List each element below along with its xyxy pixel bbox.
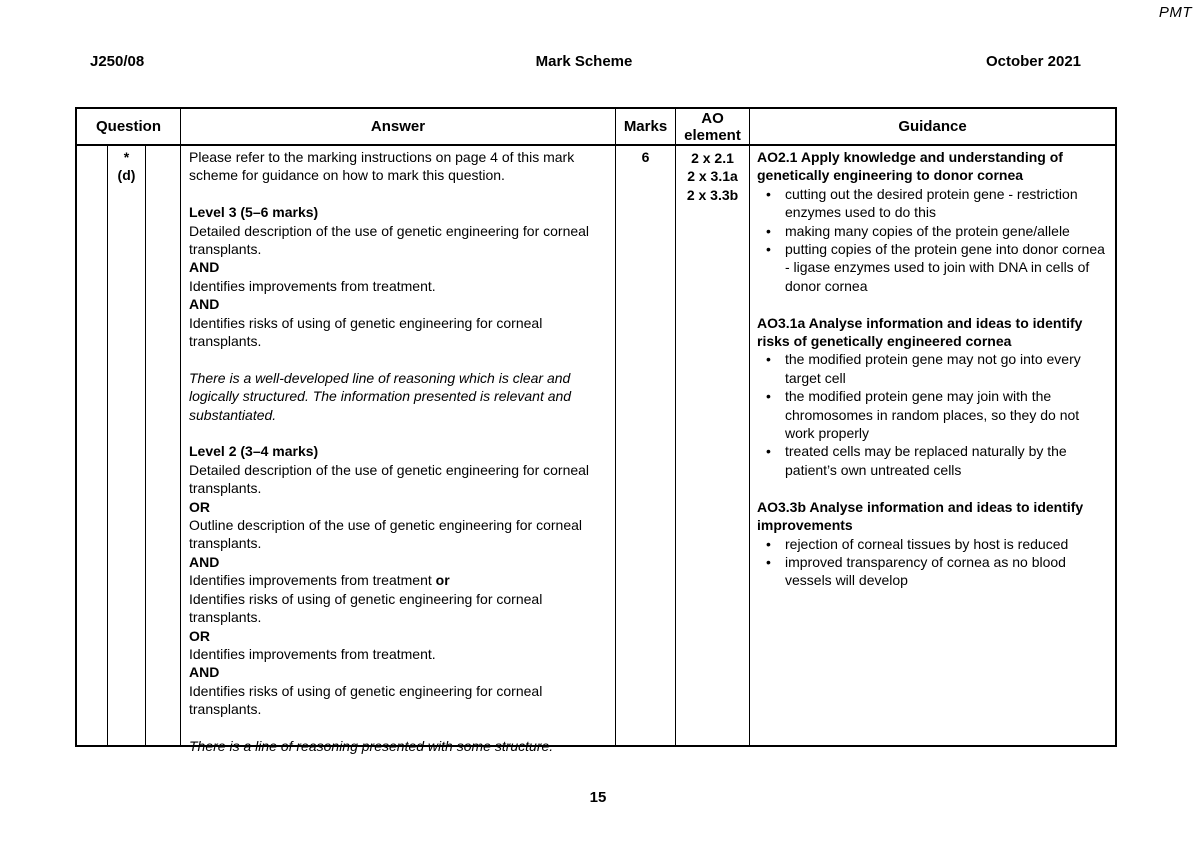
document-date: October 2021 — [985, 53, 1081, 70]
answer-line: Level 3 (5–6 marks) — [189, 204, 319, 221]
table-header-row — [77, 109, 1115, 146]
guidance-line: • making many copies of the protein gene/allele — [757, 222, 1105, 240]
answer-line-segment: Identifies improvements from treatment — [189, 572, 436, 589]
answer-line: AND — [189, 296, 220, 313]
question-number-cell — [77, 146, 108, 745]
answer-line — [189, 185, 607, 203]
answer-line: Detailed description of the use of genetic engineering for corneal transplants. — [189, 461, 590, 497]
document-code: J250/08 — [90, 53, 145, 70]
table-header-answer: Answer — [181, 109, 616, 144]
ao-element-line: 2 x 3.1a — [687, 168, 738, 185]
marks-cell: 6 — [616, 146, 676, 745]
guidance-line: • the modified protein gene may join with the chromosomes in random places, so they do not work properly — [757, 387, 1105, 442]
page-number: 15 — [589, 789, 607, 806]
answer-line — [189, 424, 607, 442]
question-part: (d) — [117, 167, 136, 183]
table-row — [77, 146, 1115, 754]
guidance-line: • the modified protein gene may not go into every target cell — [757, 350, 1105, 387]
answer-line — [189, 571, 607, 589]
pmt-watermark: PMT — [1158, 4, 1192, 21]
answer-cell — [181, 146, 616, 754]
guidance-line: AO3.3b Analyse information and ideas to identify improvements — [757, 498, 1084, 534]
answer-line: There is a line of reasoning presented with some structure. — [189, 737, 554, 754]
question-part-cell — [108, 146, 146, 745]
answer-line: Identifies risks of using of genetic engineering for corneal transplants. — [189, 682, 543, 718]
answer-line: There is a well-developed line of reasoning which is clear and logically structured. The information presented is relevant and substantiated. — [189, 369, 572, 423]
guidance-line — [757, 295, 1105, 313]
answer-line: Identifies improvements from treatment. — [189, 645, 436, 662]
question-star: * — [123, 149, 130, 165]
ao-element-line: 2 x 3.3b — [686, 186, 739, 203]
guidance-line: • treated cells may be replaced naturally by the patient’s own untreated cells — [757, 442, 1105, 479]
table-header-marks: Marks — [616, 109, 676, 144]
answer-line: Identifies risks of using of genetic engineering for corneal transplants. — [189, 590, 543, 626]
answer-line — [189, 719, 607, 737]
guidance-line: AO3.1a Analyse information and ideas to identify risks of genetically engineered cornea — [757, 314, 1083, 350]
guidance-line: AO2.1 Apply knowledge and understanding of genetically engineering to donor cornea — [757, 149, 1063, 184]
question-subpart-cell — [146, 146, 181, 745]
answer-line: Identifies improvements from treatment. — [189, 277, 436, 294]
answer-line: OR — [189, 627, 210, 644]
answer-line: Outline description of the use of genetic engineering for corneal transplants. — [189, 517, 583, 552]
answer-line: AND — [189, 664, 220, 681]
guidance-line — [757, 479, 1105, 497]
answer-line — [189, 350, 607, 368]
guidance-line: • rejection of corneal tissues by host is reduced — [757, 535, 1105, 553]
table-header-ao-element: AO element — [676, 109, 750, 144]
answer-line: Identifies risks of using of genetic engineering for corneal transplants. — [189, 314, 543, 350]
answer-line: AND — [189, 259, 220, 276]
mark-scheme-table — [75, 107, 1117, 754]
guidance-line: • improved transparency of cornea as no blood vessels will develop — [757, 553, 1105, 590]
table-header-guidance: Guidance — [898, 118, 967, 135]
answer-line-segment: or — [435, 572, 450, 589]
document-title: Mark Scheme — [535, 53, 633, 70]
answer-line: AND — [189, 553, 220, 570]
answer-line: Please refer to the marking instructions on page 4 of this mark scheme for guidance on how to mark this question. — [189, 149, 575, 184]
ao-element-cell — [676, 146, 750, 745]
answer-line: OR — [189, 498, 210, 515]
table-header-question: Question — [77, 109, 181, 144]
ao-element-line: 2 x 2.1 — [691, 150, 734, 166]
guidance-line: • putting copies of the protein gene into donor cornea - ligase enzymes used to join with DNA in cells of donor cornea — [757, 240, 1105, 295]
answer-line: Detailed description of the use of genetic engineering for corneal transplants. — [189, 222, 590, 258]
document-header — [0, 53, 1200, 73]
guidance-line: • cutting out the desired protein gene - restriction enzymes used to do this — [757, 185, 1105, 222]
answer-line: Level 2 (3–4 marks) — [189, 443, 319, 460]
guidance-cell — [750, 146, 1115, 745]
